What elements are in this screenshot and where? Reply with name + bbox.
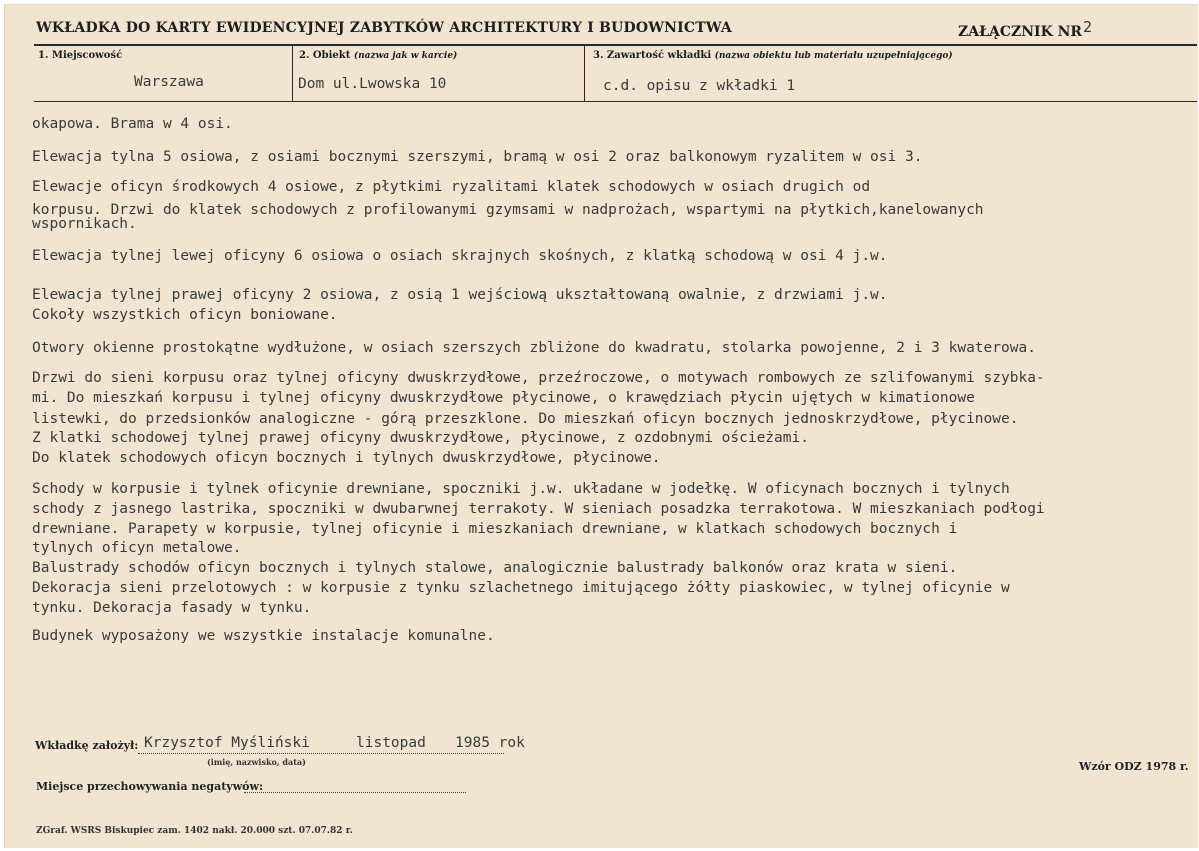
body-line: Elewacje oficyn środkowych 4 osiowe, z płytkimi ryzalitami klatek schodowych w osiach drugich od (32, 179, 871, 195)
founder-dotted-line (138, 753, 504, 754)
body-line: korpusu. Drzwi do klatek schodowych z profilowanymi gzymsami w nadprożach, wspartymi na płytkich,kanelowanych (32, 202, 984, 218)
attachment-number: 2 (1083, 18, 1093, 36)
body-line: Dekoracja sieni przelotowych : w korpusie z tynku szlachetnego imitującego żółty piaskowiec, w tylnej oficynie w (32, 580, 1010, 596)
fields-bottom-rule (34, 101, 1197, 102)
founder-year: 1985 rok (455, 735, 525, 751)
body-line: Elewacja tylnej prawej oficyny 2 osiowa, z osią 1 wejściową ukształtowaną owalnie, z drzwiami j.w. (32, 287, 888, 303)
negatives-label: Miejsce przechowywania negatywów: (36, 780, 264, 793)
body-line: Cokoły wszystkich oficyn boniowane. (32, 307, 338, 323)
negatives-dotted-line (244, 792, 466, 793)
zawartosc-label: 3. Zawartość wkładki (nazwa obiektu lub materiału uzupełniającego) (593, 50, 953, 61)
description-body (32, 116, 1192, 656)
miejscowosc-value: Warszawa (134, 74, 204, 90)
body-line: listewki, do przedsionków analogiczne - górą przeszklone. Do mieszkań oficyn bocznych jednoskrzydłowe, płycinowe. (32, 411, 1019, 427)
attachment-label: ZAŁĄCZNIK NR (958, 24, 1083, 40)
body-line: mi. Do mieszkań korpusu i tylnej oficyny dwuskrzydłowe płycinowe, o krawędziach płycin ujętych w kimationowe (32, 390, 975, 406)
body-line: Elewacja tylna 5 osiowa, z osiami bocznymi szerszymi, bramą w osi 2 oraz balkonowym ryzalitem w osi 3. (32, 149, 923, 165)
form-model: Wzór ODZ 1978 r. (1079, 760, 1189, 773)
founder-month: listopad (356, 735, 426, 751)
obiekt-label: 2. Obiekt (nazwa jak w karcie) (299, 50, 458, 61)
body-line: tynku. Dekoracja fasady w tynku. (32, 600, 312, 616)
body-line: Schody w korpusie i tylnek oficynie drewniane, spoczniki j.w. układane w jodełkę. W oficynach bocznych i tylnych (32, 481, 1010, 497)
body-line: okapowa. Brama w 4 osi. (32, 116, 233, 132)
body-line: Drzwi do sieni korpusu oraz tylnej oficyny dwuskrzydłowe, przeźroczowe, o motywach rombowych ze szlifowanymi szybka- (32, 370, 1045, 386)
founder-label: Wkładkę założył: (35, 739, 139, 752)
body-line: schody z jasnego lastrika, spoczniki w dwubarwnej terrakoty. W sieniach posadzka terrakotowa. W mieszkaniach podłogi (32, 501, 1045, 517)
miejscowosc-label: 1. Miejscowość (38, 50, 123, 61)
field-divider-2 (584, 45, 585, 102)
founder-name: Krzysztof Myśliński (144, 735, 310, 751)
body-line: Elewacja tylnej lewej oficyny 6 osiowa o osiach skrajnych skośnych, z klatką schodową w osi 4 j.w. (32, 248, 888, 264)
body-line: Balustrady schodów oficyn bocznych i tylnych stalowe, analogicznie balustrady balkonów oraz krata w sieni. (32, 560, 958, 576)
founder-hint: (imię, nazwisko, data) (207, 757, 306, 767)
printer-line: ZGraf. WSRS Biskupiec zam. 1402 nakł. 20.000 szt. 07.07.82 r. (36, 826, 353, 836)
zawartosc-value: c.d. opisu z wkładki 1 (603, 78, 796, 94)
obiekt-value: Dom ul.Lwowska 10 (298, 76, 447, 92)
body-line: Z klatki schodowej tylnej prawej oficyny dwuskrzydłowe, płycinowe, z ozdobnymi ościeżami. (32, 430, 809, 446)
field-divider-1 (292, 45, 293, 102)
header-rule (34, 44, 1197, 46)
body-line: wspornikach. (32, 216, 137, 232)
body-line: Budynek wyposażony we wszystkie instalacje komunalne. (32, 628, 495, 644)
body-line: Do klatek schodowych oficyn bocznych i tylnych dwuskrzydłowe, płycinowe. (32, 450, 661, 466)
body-line: Otwory okienne prostokątne wydłużone, w osiach szerszych zbliżone do kwadratu, stolarka powojenne, 2 i 3 kwaterowa. (32, 340, 1036, 356)
form-title: WKŁADKA DO KARTY EWIDENCYJNEJ ZABYTKÓW ARCHITEKTURY I BUDOWNICTWA (36, 20, 732, 36)
body-line: drewniane. Parapety w korpusie, tylnej oficynie i mieszkaniach drewniane, w klatkach schodowych bocznych i (32, 521, 958, 537)
body-line: tylnych oficyn metalowe. (32, 540, 242, 556)
